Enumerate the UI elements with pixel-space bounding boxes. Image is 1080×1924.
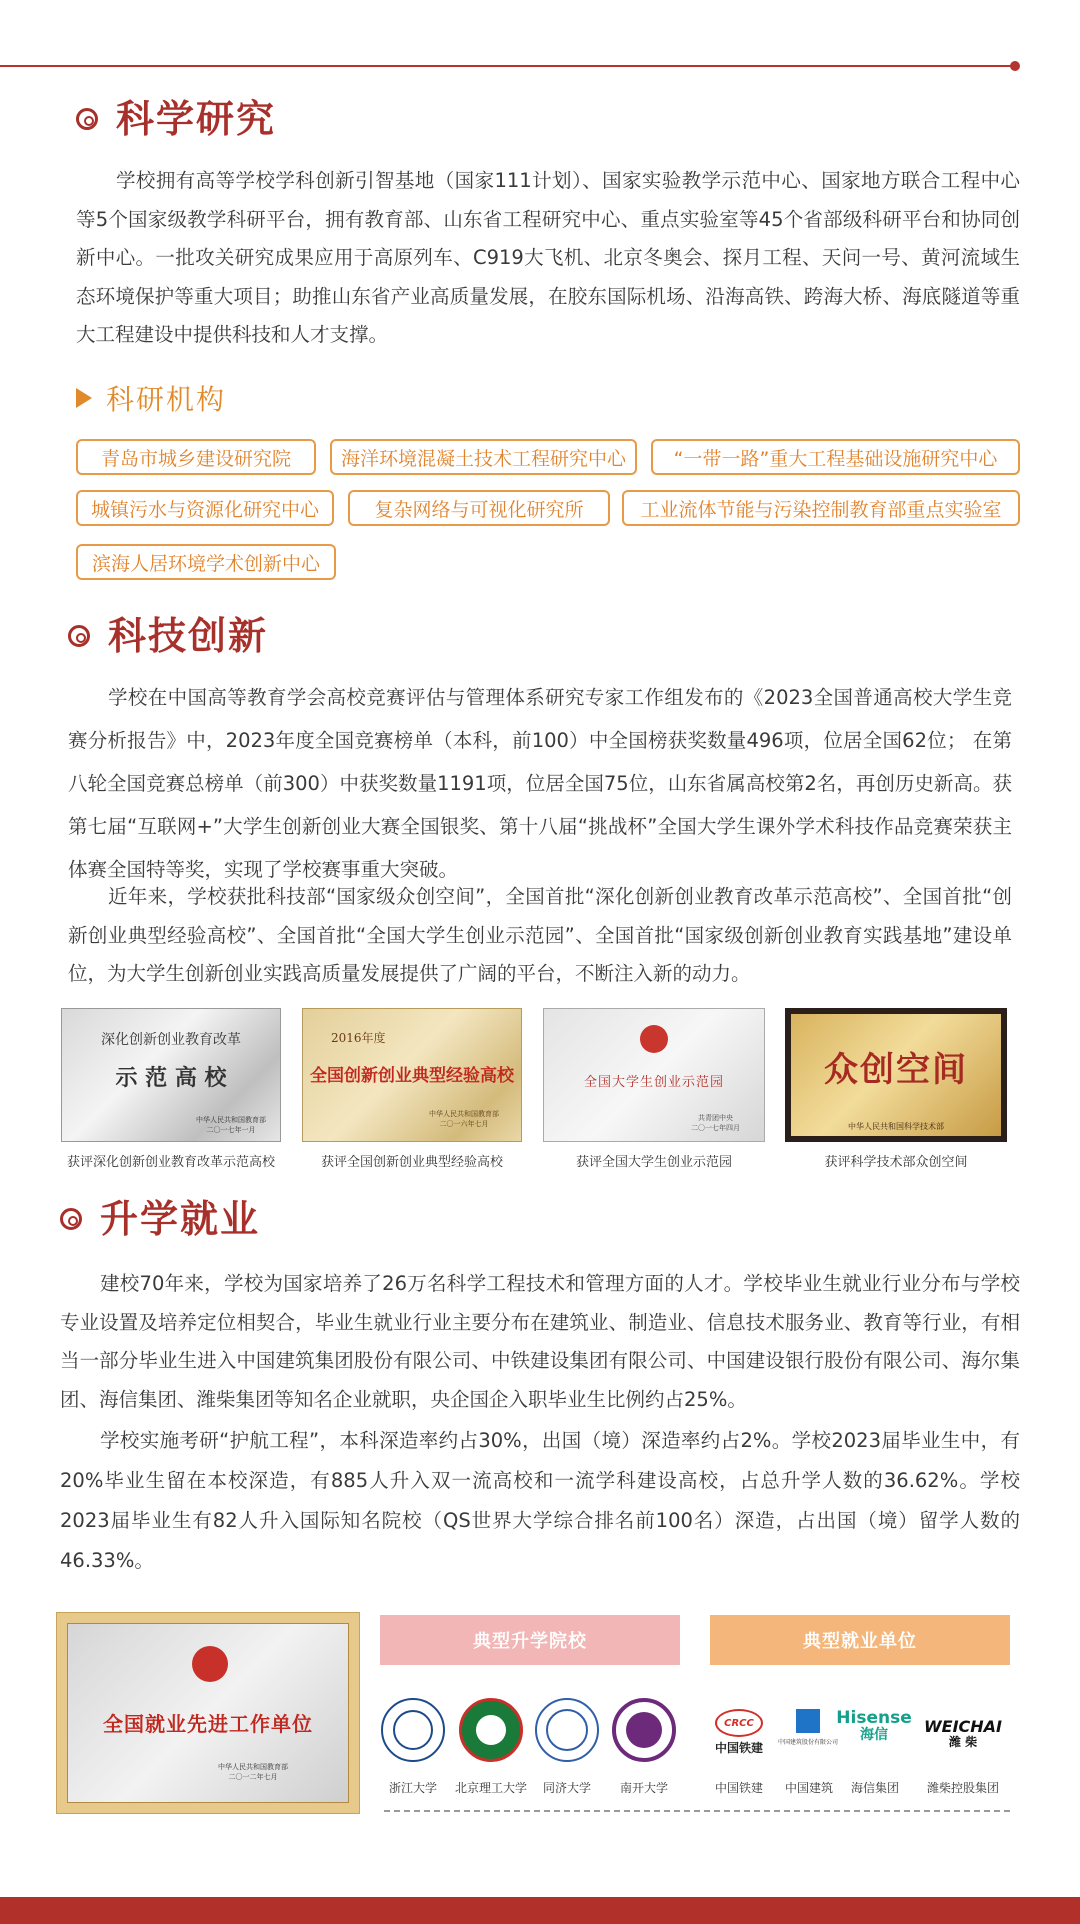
school-name: 南开大学	[619, 1781, 668, 1795]
award-plaque-typical-experience	[302, 1008, 522, 1142]
institutes-heading	[76, 378, 226, 418]
employment-paragraph-2: 学校实施考研“护航工程”，本科深造率约占30%，出国（境）深造率约占2%。学校2023届毕业生中，有20%毕业生留在本校深造，有885人升入双一流高校和一流学科建设高校，占总升学人数的36.62%。学校2023届毕业生有82人升入国际知名院校（QS世界大学综合排名前100名）深造，占出国（境）留学人数的46.33%。	[60, 1429, 1020, 1572]
institute-tag: 城镇污水与资源化研究中心	[76, 490, 334, 526]
institute-tag: 青岛市城乡建设研究院	[76, 439, 316, 475]
employer-name: 潍柴控股集团	[926, 1781, 999, 1795]
bit-logo-icon	[459, 1698, 523, 1762]
national-emblem-icon	[192, 1646, 228, 1682]
top-divider-dot	[1010, 61, 1020, 71]
section-title-text: 科技创新	[108, 614, 269, 658]
certificate-date: 二〇一二年七月	[228, 1773, 278, 1781]
cscec-logo: 中国建筑股份有限公司	[770, 1709, 846, 1746]
circle-bullet-icon	[76, 108, 98, 130]
plaque-date: 二〇一七年四月	[691, 1124, 740, 1132]
schools-header: 典型升学院校	[380, 1615, 680, 1665]
weichai-logo: WEICHAI 潍 柴	[924, 1717, 1002, 1749]
plaque-line1: 2016年度	[331, 1031, 386, 1045]
plaque-issuer: 中华人民共和国教育部	[196, 1116, 266, 1124]
tongji-university-logo-icon	[535, 1698, 599, 1762]
dashed-divider	[384, 1810, 1010, 1812]
institute-tag: 复杂网络与可视化研究所	[348, 490, 610, 526]
plaque-line2: 全国创新创业典型经验高校	[310, 1066, 514, 1086]
triangle-bullet-icon	[76, 388, 92, 408]
school-name: 浙江大学	[388, 1781, 437, 1795]
plaque-date: 二〇一七年一月	[206, 1126, 256, 1134]
hisense-logo: Hisense 海信	[836, 1708, 912, 1743]
crcc-icon: CRCC	[715, 1709, 763, 1737]
institutes-heading-text: 科研机构	[106, 383, 227, 416]
institute-tag: 滨海人居环境学术创新中心	[76, 544, 336, 580]
plaque-caption: 获评深化创新创业教育改革示范高校	[66, 1155, 275, 1170]
employment-paragraph-1: 建校70年来，学校为国家培养了26万名科学工程技术和管理方面的人才。学校毕业生就业行业分布与学校专业设置及培养定位相契合，毕业生就业行业主要分布在建筑业、制造业、信息技术服务业、教育等行业，有相当一部分毕业生进入中国建筑集团股份有限公司、中铁建设集团有限公司、中国建设银行股份有限公司、海尔集团、海信集团、潍柴集团等知名企业就职，央企国企入职毕业生比例约占25%。	[60, 1272, 1020, 1411]
institute-tag: 海洋环境混凝土技术工程研究中心	[330, 439, 637, 475]
section-title-research	[76, 97, 277, 141]
innovation-paragraph-2: 近年来，学校获批科技部“国家级众创空间”，全国首批“深化创新创业教育改革示范高校”、全国首批“创新创业典型经验高校”、全国首批“全国大学生创业示范园”、全国首批“国家级创新创业教育实践基地”建设单位，为大学生创新创业实践高质量发展提供了广阔的平台，不断注入新的动力。	[68, 885, 1012, 985]
plaque-line1: 众创空间	[824, 1050, 968, 1090]
plaque-issuer: 中华人民共和国科学技术部	[848, 1122, 944, 1131]
plaque-issuer: 共青团中央	[698, 1114, 733, 1122]
section-title-text: 升学就业	[100, 1197, 261, 1241]
plaque-issuer: 中华人民共和国教育部	[429, 1110, 499, 1118]
footer-bar	[0, 1897, 1080, 1924]
award-plaque-maker-space	[785, 1008, 1007, 1142]
cscec-icon	[796, 1709, 820, 1733]
league-emblem-icon	[640, 1025, 668, 1053]
circle-bullet-icon	[60, 1208, 82, 1230]
plaque-caption: 获评全国创新创业典型经验高校	[320, 1155, 503, 1170]
award-plaque-startup-park	[543, 1008, 765, 1142]
employers-header: 典型就业单位	[710, 1615, 1010, 1665]
plaque-caption: 获评科学技术部众创空间	[824, 1155, 968, 1170]
section-title-text: 科学研究	[116, 97, 277, 141]
certificate-issuer: 中华人民共和国教育部	[218, 1763, 288, 1771]
circle-bullet-icon	[68, 625, 90, 647]
school-name: 同济大学	[542, 1781, 591, 1795]
research-paragraph: 学校拥有高等学校学科创新引智基地（国家111计划）、国家实验教学示范中心、国家地方联合工程中心等5个国家级教学科研平台，拥有教育部、山东省工程研究中心、重点实验室等45个省部级科研平台和协同创新中心。一批攻关研究成果应用于高原列车、C919大飞机、北京冬奥会、探月工程、天问一号、黄河流域生态环境保护等重大项目；助推山东省产业高质量发展，在胶东国际机场、沿海高铁、跨海大桥、海底隧道等重大工程建设中提供科技和人才支撑。	[76, 169, 1020, 346]
plaque-caption: 获评全国大学生创业示范园	[575, 1155, 732, 1170]
employer-name: 中国建筑	[784, 1781, 833, 1795]
school-name: 北京理工大学	[454, 1781, 527, 1795]
award-plaque-reform-demo	[61, 1008, 281, 1142]
section-title-innovation	[68, 614, 269, 658]
institute-tag: “一带一路”重大工程基础设施研究中心	[651, 439, 1020, 475]
plaque-line1: 全国大学生创业示范园	[583, 1075, 724, 1090]
top-divider	[0, 65, 1015, 67]
award-certificate-employment	[56, 1612, 360, 1814]
certificate-title: 全国就业先进工作单位	[103, 1712, 313, 1736]
crcc-logo: CRCC 中国铁建	[710, 1709, 768, 1756]
institute-tag: 工业流体节能与污染控制教育部重点实验室	[622, 490, 1020, 526]
plaque-line2: 示 范 高 校	[115, 1065, 227, 1091]
plaque-date: 二〇一六年七月	[439, 1120, 489, 1128]
employer-name: 海信集团	[850, 1781, 899, 1795]
innovation-paragraph-1: 学校在中国高等教育学会高校竞赛评估与管理体系研究专家工作组发布的《2023全国普通高校大学生竞赛分析报告》中，2023年度全国竞赛榜单（本科，前100）中全国榜获奖数量496项，位居全国62位； 在第八轮全国竞赛总榜单（前300）中获奖数量1191项，位居全国75位，山东省属高校第2名，再创历史新高。获第七届“互联网+”大学生创新创业大赛全国银奖、第十八届“挑战杯”全国大学生课外学术科技作品竞赛荣获主体赛全国特等奖，实现了学校赛事重大突破。	[68, 686, 1012, 881]
employer-name: 中国铁建	[714, 1781, 763, 1795]
zhejiang-university-logo-icon	[381, 1698, 445, 1762]
section-title-employment	[60, 1197, 261, 1241]
nankai-university-logo-icon	[612, 1698, 676, 1762]
plaque-line1: 深化创新创业教育改革	[101, 1032, 241, 1048]
